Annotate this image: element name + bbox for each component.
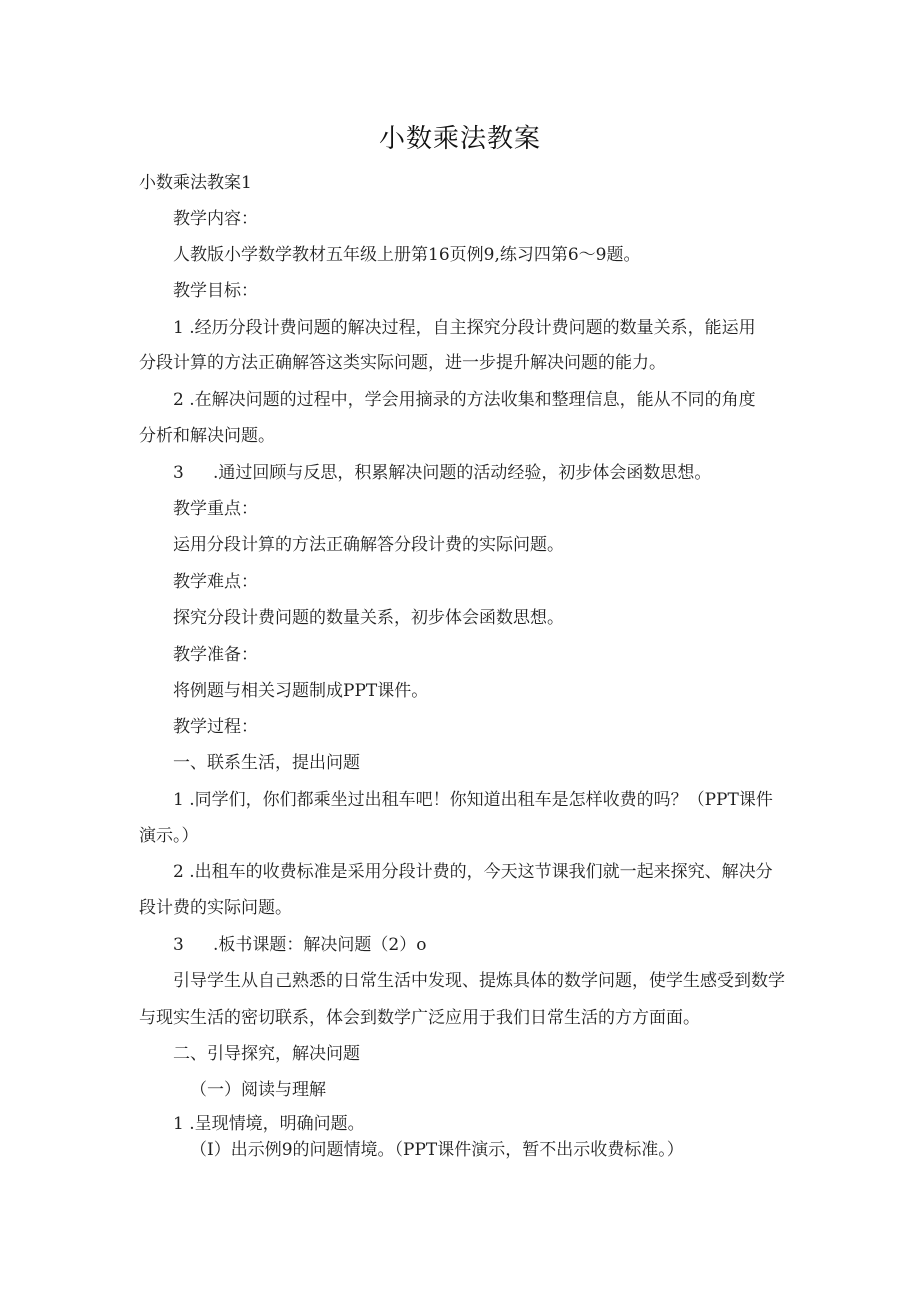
goal-item-2: 2 .在解决问题的过程中，学会用摘录的方法收集和整理信息，能从不同的角度 xyxy=(173,390,756,410)
section-heading-content: 教学内容： xyxy=(173,209,258,229)
process-item-3-number: 3 xyxy=(173,935,184,955)
section-heading-difficulties: 教学难点： xyxy=(173,572,258,592)
paragraph-text: 人教版小学数学教材五年级上册第16页例9,练习四第6～9题。 xyxy=(173,245,641,265)
goal-item-1-continued: 分段计算的方法正确解答这类实际问题，进一步提升解决问题的能力。 xyxy=(139,353,666,373)
reading-item-1-detail: （I）出示例9的问题情境。（PPT课件演示，暂不出示收费标准。） xyxy=(190,1140,684,1160)
section-heading-process: 教学过程： xyxy=(173,717,258,737)
goal-item-3-text: .通过回顾与反思，积累解决问题的活动经验，初步体会函数思想。 xyxy=(213,463,712,483)
paragraph-text: 探究分段计费问题的数量关系，初步体会函数思想。 xyxy=(173,608,564,628)
subsection-heading-1: 一、联系生活，提出问题 xyxy=(173,753,360,773)
subsection-heading-reading: （一）阅读与理解 xyxy=(190,1080,326,1100)
process-item-2-continued: 段计费的实际问题。 xyxy=(139,898,292,918)
goal-item-3-number: 3 xyxy=(173,463,184,483)
section-heading-preparation: 教学准备： xyxy=(173,645,258,665)
subsection-heading-2: 二、引导探究，解决问题 xyxy=(173,1044,360,1064)
document-title: 小数乘法教案 xyxy=(378,124,541,154)
document-subtitle: 小数乘法教案1 xyxy=(139,173,252,193)
reading-item-1: 1 .呈现情境，明确问题。 xyxy=(173,1114,365,1134)
process-item-3-text: .板书课题：解决问题（2）o xyxy=(213,935,427,955)
process-item-3 xyxy=(173,934,426,956)
process-item-2: 2 .出租车的收费标准是采用分段计费的，今天这节课我们就一起来探究、解决分 xyxy=(173,862,773,882)
process-item-1-continued: 演示。） xyxy=(139,826,199,846)
goal-item-2-continued: 分析和解决问题。 xyxy=(139,426,275,446)
paragraph-text-continued: 与现实生活的密切联系，体会到数学广泛应用于我们日常生活的方方面面。 xyxy=(139,1008,700,1028)
paragraph-text: 引导学生从自己熟悉的日常生活中发现、提炼具体的数学问题，使学生感受到数学 xyxy=(173,971,785,991)
goal-item-3 xyxy=(173,462,711,484)
paragraph-text: 运用分段计算的方法正确解答分段计费的实际问题。 xyxy=(173,535,564,555)
paragraph-text: 将例题与相关习题制成PPT课件。 xyxy=(173,681,429,701)
goal-item-1: 1 .经历分段计费问题的解决过程，自主探究分段计费问题的数量关系，能运用 xyxy=(173,318,756,338)
section-heading-key-points: 教学重点： xyxy=(173,499,258,519)
section-heading-goals: 教学目标： xyxy=(173,281,258,301)
process-item-1: 1 .同学们，你们都乘坐过出租车吧！你知道出租车是怎样收费的吗？（PPT课件 xyxy=(173,790,773,810)
